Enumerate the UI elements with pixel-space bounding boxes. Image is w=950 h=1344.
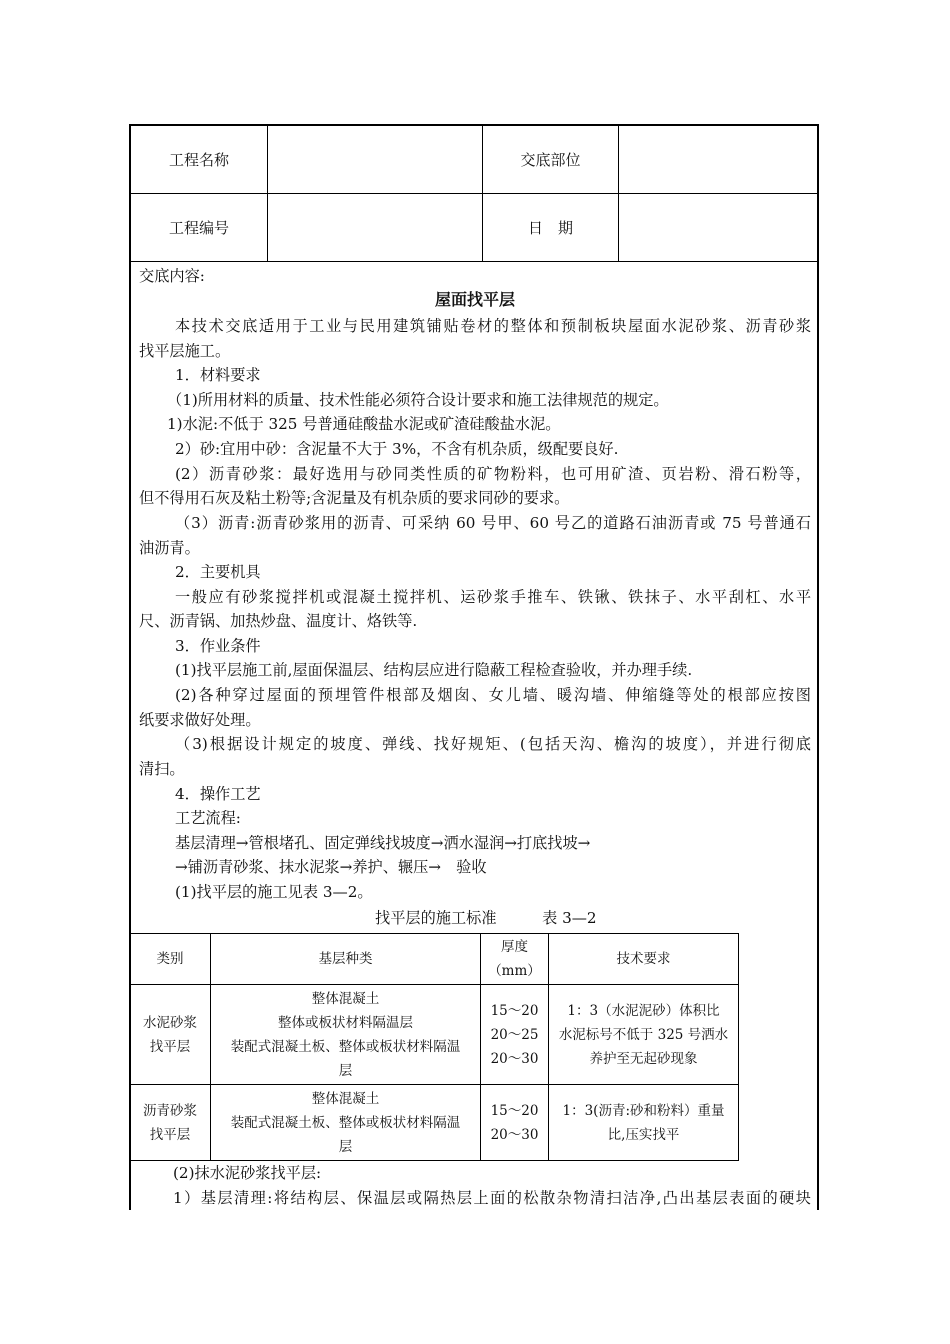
cell-line: 整体或板状材料隔温层: [278, 1014, 413, 1031]
cell-line: 20～30: [490, 1050, 539, 1067]
leveling-standard-table: [129, 933, 739, 1161]
section-heading: 2．主要机具: [175, 563, 261, 581]
project-name-value[interactable]: [268, 126, 482, 193]
table-header-cell: 技术要求: [549, 934, 739, 985]
process-flow-line: →铺沥青砂浆、抹水泥浆→养护、辗压→ 验收: [175, 858, 487, 876]
cell-line: 装配式混凝土板、整体或板状材料隔温: [230, 1114, 461, 1131]
divider: [618, 126, 619, 262]
section-heading: 1．材料要求: [175, 366, 261, 384]
section-heading: 4．操作工艺: [175, 785, 261, 803]
paragraph-line: (1)找平层的施工见表 3—2。: [175, 883, 373, 901]
project-no-value[interactable]: [268, 194, 482, 261]
handover-part-value[interactable]: [619, 126, 819, 193]
table-header-row: [130, 934, 739, 985]
section-heading: 3．作业条件: [175, 637, 261, 655]
paragraph-line: （3）沥青:沥青砂浆用的沥青、可采纳 60 号甲、60 号乙的道路石油沥青或 75 号普通石: [175, 514, 811, 532]
requirement-cell: [549, 1085, 739, 1161]
paragraph-line: （3)根据设计规定的坡度、弹线、找好规矩、(包括天沟、檐沟的坡度），并进行彻底: [175, 735, 811, 753]
cell-line: 整体混凝土: [311, 1090, 380, 1107]
paragraph-line: (2）沥青砂浆：最好选用与砂同类性质的矿物粉料，也可用矿渣、页岩粉、滑石粉等，: [175, 465, 811, 483]
process-flow-line: 基层清理→管根堵孔、固定弹线找坡度→洒水湿润→打底找坡→: [175, 834, 591, 852]
cell-line: 养护至无起砂现象: [589, 1050, 698, 1067]
paragraph-line: 但不得用石灰及粘土粉等;含泥量及有机杂质的要求同砂的要求。: [139, 489, 570, 507]
cell-line: 装配式混凝土板、整体或板状材料隔温: [230, 1038, 461, 1055]
cell-line: 整体混凝土: [311, 990, 380, 1007]
paragraph-line: 2）砂:宜用中砂：含泥量不大于 3%，不含有机杂质，级配要良好.: [175, 440, 619, 458]
table-row: [130, 1085, 739, 1161]
paragraph-line: 清扫。: [139, 760, 185, 778]
cell-line: 20～30: [490, 1126, 539, 1143]
paragraph-line: 工艺流程:: [175, 809, 241, 827]
category-cell: [130, 1085, 211, 1161]
content-label: 交底内容:: [139, 267, 205, 285]
divider: [267, 126, 268, 262]
project-no-label: 工程编号: [168, 219, 229, 237]
cell-line: 水泥砂浆: [143, 1014, 197, 1031]
divider: [482, 126, 483, 262]
cell-line: 层: [338, 1138, 353, 1155]
table-header-cell: 基层种类: [211, 934, 481, 985]
date-label: 日 期: [527, 219, 573, 237]
paragraph-line: (2)抹水泥砂浆找平层:: [173, 1164, 322, 1182]
base-type-cell: [211, 985, 481, 1085]
cell-line: 找平层: [149, 1126, 191, 1143]
cell-line: 1：3(沥青:砂和粉料）重量: [562, 1102, 725, 1119]
paragraph-line: 纸要求做好处理。: [139, 711, 261, 729]
cell-line: 15～20: [490, 1102, 539, 1119]
paragraph-line: 一般应有砂浆搅拌机或混凝土搅拌机、运砂浆手推车、铁锹、铁抹子、水平刮杠、水平: [175, 588, 811, 606]
table-caption: 找平层的施工标准 表 3—2: [375, 909, 597, 927]
project-name-label: 工程名称: [168, 151, 229, 169]
paragraph-line: 本技术交底适用于工业与民用建筑铺贴卷材的整体和预制板块屋面水泥砂浆、沥青砂浆: [175, 317, 811, 335]
cell-line: 比,压实找平: [607, 1126, 680, 1143]
cell-line: 水泥标号不低于 325 号洒水: [558, 1026, 729, 1043]
thickness-cell: [481, 1085, 549, 1161]
header-row-1: [131, 126, 817, 194]
date-value[interactable]: [619, 194, 819, 261]
cell-line: 沥青砂浆: [143, 1102, 197, 1119]
category-cell: [130, 985, 211, 1085]
thickness-cell: [481, 985, 549, 1085]
paragraph-line: (2)各种穿过屋面的预埋管件根部及烟囱、女儿墙、暖沟墙、伸缩缝等处的根部应按图: [175, 686, 811, 704]
requirement-cell: [549, 985, 739, 1085]
base-type-cell: [211, 1085, 481, 1161]
paragraph-line: 尺、沥青锅、加热炒盘、温度计、烙铁等.: [139, 612, 418, 630]
paragraph-line: 1)水泥:不低于 325 号普通硅酸盐水泥或矿渣硅酸盐水泥。: [167, 415, 561, 433]
cell-line: 20～25: [490, 1026, 539, 1043]
cell-line: 层: [338, 1062, 353, 1079]
document-title: 屋面找平层: [434, 290, 515, 309]
table-row: [130, 985, 739, 1085]
handover-part-label: 交底部位: [520, 151, 581, 169]
paragraph-line: （1)所用材料的质量、技术性能必须符合设计要求和施工法律规范的规定。: [167, 391, 669, 409]
cell-line: 找平层: [149, 1038, 191, 1055]
header-row-2: [131, 194, 817, 262]
paragraph-line: (1)找平层施工前,屋面保温层、结构层应进行隐蔽工程检查验收，并办理手续.: [175, 661, 693, 679]
cell-line: 15～20: [490, 1002, 539, 1019]
table-header-cell: 类别: [130, 934, 211, 985]
table-header-cell: 厚度（mm）: [481, 934, 549, 985]
paragraph-line: 找平层施工。: [139, 342, 231, 360]
paragraph-line: 油沥青。: [139, 539, 200, 557]
paragraph-line: 1）基层清理:将结构层、保温层或隔热层上面的松散杂物清扫洁净,凸出基层表面的硬块: [173, 1189, 811, 1207]
cell-line: 1：3（水泥泥砂）体积比: [567, 1002, 720, 1019]
